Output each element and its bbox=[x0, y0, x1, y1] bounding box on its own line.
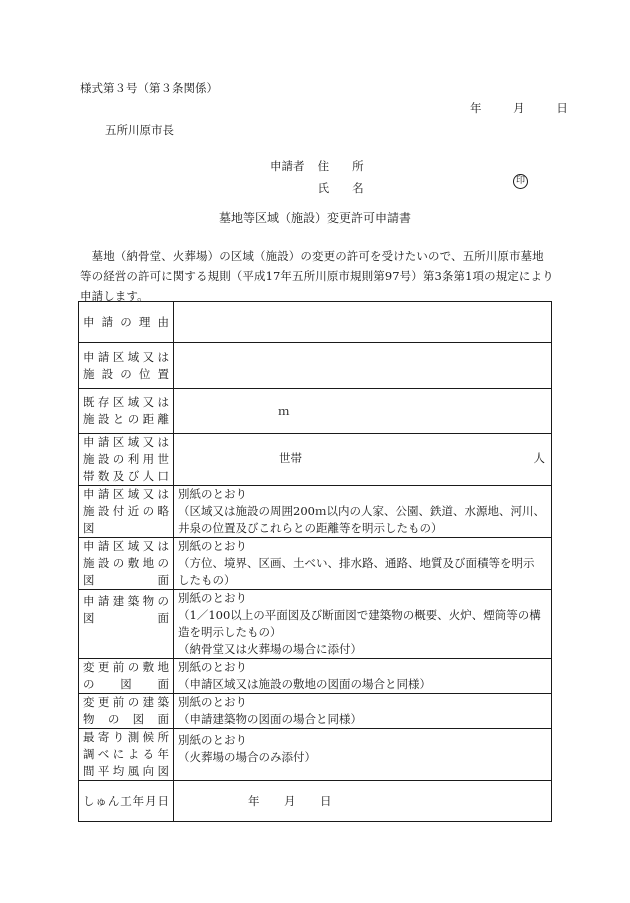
completion-year: 年 bbox=[248, 794, 260, 808]
row-label: 既存区域又は 施設との距離 bbox=[79, 389, 174, 434]
row-label: 申請の理由 bbox=[79, 302, 174, 343]
row-label: 申請区域又は 施設の利用世 帯数及び人口 bbox=[79, 434, 174, 486]
application-date bbox=[470, 100, 568, 116]
table-row bbox=[79, 659, 552, 694]
completion-month: 月 bbox=[284, 794, 296, 808]
previous-site-plan-field: 別紙のとおり （申請区域又は施設の敷地の図面の場合と同様） bbox=[174, 659, 552, 694]
households-unit: 世帯 bbox=[279, 451, 302, 465]
applicant-block bbox=[270, 155, 364, 199]
table-row bbox=[79, 343, 552, 389]
application-table bbox=[78, 301, 552, 822]
table-row bbox=[79, 434, 552, 486]
completion-date-field[interactable] bbox=[174, 781, 552, 822]
table-row bbox=[79, 538, 552, 590]
table-row bbox=[79, 389, 552, 434]
row-label: 最寄り測候所 調べによる年 間平均風向図 bbox=[79, 729, 174, 781]
seal-mark: 印 bbox=[513, 174, 528, 189]
table-row bbox=[79, 486, 552, 538]
row-label: 変更前の敷地 の図面 bbox=[79, 659, 174, 694]
vicinity-map-field: 別紙のとおり （区域又は施設の周囲200ｍ以内の人家、公園、鉄道、水源地、河川、 井泉の位置及びこれらとの距離等を明示したもの） bbox=[174, 486, 552, 538]
date-year: 年 bbox=[470, 101, 482, 115]
population-unit: 人 bbox=[533, 451, 545, 465]
reason-field[interactable] bbox=[174, 302, 552, 343]
site-plan-field: 別紙のとおり （方位、境界、区画、土べい、排水路、通路、地質及び面積等を明示 したもの） bbox=[174, 538, 552, 590]
wind-direction-field: 別紙のとおり （火葬場の場合のみ添付） bbox=[174, 729, 552, 781]
applicant-label: 申請者 bbox=[270, 159, 305, 173]
row-label: 申請区域又は 施設の位置 bbox=[79, 343, 174, 389]
completion-day: 日 bbox=[320, 794, 332, 808]
table-row bbox=[79, 694, 552, 729]
row-label: 申請区域又は 施設の敷地の 図面 bbox=[79, 538, 174, 590]
row-label: 申請建築物の 図面 bbox=[79, 590, 174, 659]
location-field[interactable] bbox=[174, 343, 552, 389]
table-row bbox=[79, 590, 552, 659]
previous-building-plan-field: 別紙のとおり （申請建築物の図面の場合と同様） bbox=[174, 694, 552, 729]
table-row bbox=[79, 781, 552, 822]
building-plan-field: 別紙のとおり （1／100以上の平面図及び断面図で建築物の概要、火炉、煙筒等の構 造を明示したもの） （納骨堂又は火葬場の場合に添付） bbox=[174, 590, 552, 659]
body-paragraph: 墓地（納骨堂、火葬場）の区域（施設）の変更の許可を受けたいので、五所川原市墓地等の経営の許可に関する規則（平成17年五所川原市規則第97号）第3条第1項の規定により申請します。 bbox=[80, 249, 554, 303]
name-label: 氏 名 bbox=[317, 181, 364, 195]
row-label: 変更前の建築 物の図面 bbox=[79, 694, 174, 729]
form-number: 様式第３号（第３条関係） bbox=[80, 81, 218, 95]
date-month: 月 bbox=[513, 101, 525, 115]
table-row bbox=[79, 302, 552, 343]
households-population-field[interactable] bbox=[174, 434, 552, 486]
row-label: 申請区域又は 施設付近の略 図 bbox=[79, 486, 174, 538]
distance-field[interactable] bbox=[174, 389, 552, 434]
addressee: 五所川原市長 bbox=[105, 123, 174, 137]
distance-unit: ｍ bbox=[278, 404, 290, 418]
date-day: 日 bbox=[556, 101, 568, 115]
address-label: 住 所 bbox=[317, 159, 364, 173]
row-label: しゅん工年月日 bbox=[79, 781, 174, 822]
table-row bbox=[79, 729, 552, 781]
document-title: 墓地等区域（施設）変更許可申請書 bbox=[218, 211, 411, 225]
